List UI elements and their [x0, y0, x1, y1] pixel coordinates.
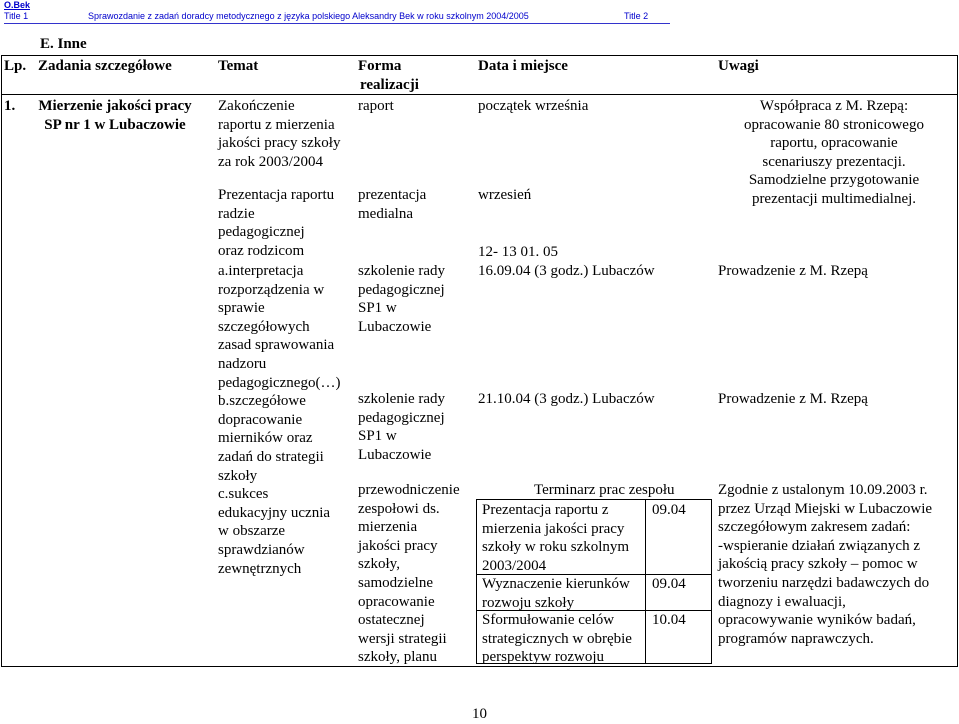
- col-data: Data i miejsce: [478, 58, 568, 74]
- forma-4: szkolenie rady pedagogicznej SP1 w Lubaczowie: [358, 391, 446, 463]
- table-bottom-rule: [1, 666, 957, 667]
- table-header-rule: [1, 94, 957, 95]
- temat-block-3: a.interpretacja rozporządzenia w sprawie szczegółowych zasad sprawowania nadzoru pedagogicznego(…) b.szczegółowe dopracowanie mierników oraz zadań do strategii szkoły c.sukces edukacyjny ucznia w obszarze sprawdzianów zewnętrznych: [218, 263, 341, 577]
- title1-label: Title 1: [4, 11, 29, 21]
- uwagi-3: Prowadzenie z M. Rzepą: [718, 391, 868, 407]
- data-4: 16.09.04 (3 godz.) Lubaczów: [478, 263, 655, 279]
- forma-3: szkolenie rady pedagogicznej SP1 w Lubaczowie: [358, 263, 446, 335]
- row-lp: 1.: [4, 98, 16, 114]
- temat-block-2: Prezentacja raportu radzie pedagogicznej oraz rodzicom: [218, 187, 335, 259]
- data-3: 12- 13 01. 05: [478, 244, 558, 260]
- table-right-rule: [957, 55, 958, 667]
- uwagi-4: Zgodnie z ustalonym 10.09.2003 r. przez Urząd Miejski w Lubaczowie szczegółowym zakresem zadań: -wspieranie działań związanych z jakością pracy szkoły – pomoc w tworzeniu narzędzi badawczych do diagnozy i ewaluacji, opracowywanie wyników badań, programów naprawczych.: [718, 482, 933, 647]
- table-top-rule: [1, 55, 957, 56]
- col-uwagi: Uwagi: [718, 58, 759, 74]
- author-label: O.Bek: [4, 0, 31, 10]
- terminarz-title: Terminarz prac zespołu: [534, 482, 675, 498]
- page-number: 10: [472, 706, 487, 722]
- table-left-rule: [1, 55, 2, 667]
- terminarz-task: Prezentacja raportu z mierzenia jakości pracy szkoły w roku szkolnym 2003/2004: [482, 502, 630, 574]
- data-5: 21.10.04 (3 godz.) Lubaczów: [478, 391, 655, 407]
- terminarz-task: Sformułowanie celów strategicznych w obrębie perspektyw rozwoju: [482, 612, 632, 666]
- terminarz-date: 09.04: [652, 502, 686, 518]
- header-rule: [4, 23, 670, 24]
- data-2: wrzesień: [478, 187, 532, 203]
- terminarz-col-rule: [645, 500, 646, 663]
- forma-1: raport: [358, 98, 394, 114]
- forma-5: przewodniczenie zespołowi ds. mierzenia jakości pracy szkoły, samodzielne opracowanie ostatecznej wersji strategii szkoły, planu: [358, 482, 460, 666]
- report-title: Sprawozdanie z zadań doradcy metodycznego z języka polskiego Aleksandry Bek w roku szkolnym 2004/2005: [88, 11, 529, 21]
- col-temat: Temat: [218, 58, 259, 74]
- section-heading: E. Inne: [40, 36, 87, 52]
- terminarz-task: Wyznaczenie kierunków rozwoju szkoły: [482, 576, 630, 611]
- data-1: początek września: [478, 98, 589, 114]
- terminarz-table: [476, 499, 712, 664]
- col-forma: Forma realizacji: [358, 58, 419, 93]
- terminarz-date: 09.04: [652, 576, 686, 592]
- forma-2: prezentacja medialna: [358, 187, 427, 222]
- col-lp: Lp.: [4, 58, 27, 74]
- terminarz-date: 10.04: [652, 612, 686, 628]
- title2-label: Title 2: [624, 11, 649, 21]
- uwagi-1: Współpraca z M. Rzepą: opracowanie 80 stronicowego raportu, opracowanie scenariuszy prezentacji. Samodzielne przygotowanie prezentacji multimedialnej.: [744, 98, 924, 207]
- uwagi-2: Prowadzenie z M. Rzepą: [718, 263, 868, 279]
- col-zadania: Zadania szczegółowe: [38, 58, 172, 74]
- temat-block-1: Zakończenie raportu z mierzenia jakości pracy szkoły za rok 2003/2004: [218, 98, 341, 170]
- row-zadania: Mierzenie jakości pracy SP nr 1 w Lubaczowie: [38, 98, 192, 133]
